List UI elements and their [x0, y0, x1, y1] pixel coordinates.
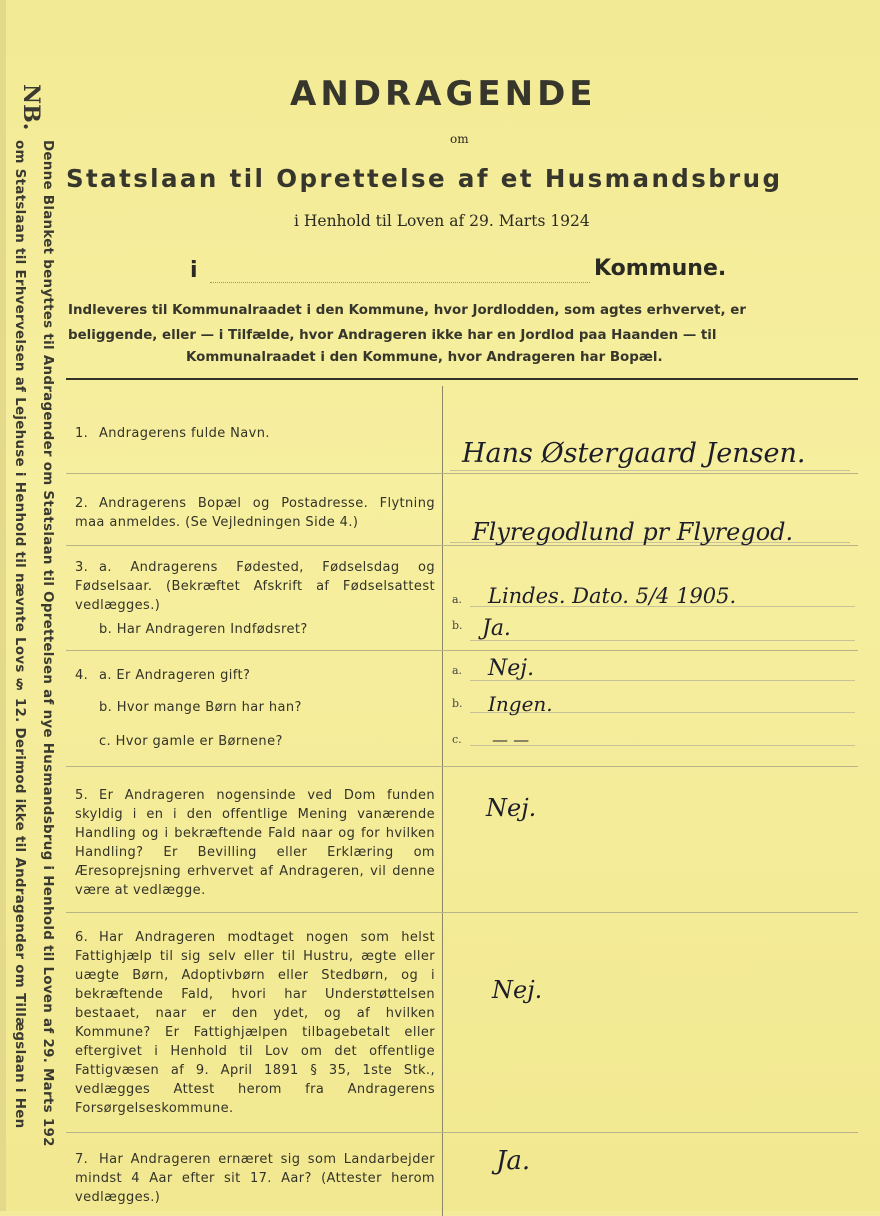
- answer-label-c: c.: [452, 733, 462, 746]
- row-separator: [66, 473, 858, 474]
- answer-line: [470, 640, 855, 641]
- question-text: c. Hvor gamle er Børnene?: [99, 734, 283, 749]
- question-4c: [99, 732, 435, 751]
- instructions-line-3: Kommunalraadet i den Kommune, hvor Andrageren har Bopæl.: [186, 350, 663, 365]
- question-number: 5.: [75, 788, 89, 803]
- answer-label-b: b.: [452, 619, 463, 632]
- side-note-line-2: om Statslaan til Erhvervelsen af Lejehuse i Henhold til nævnte Lovs § 12. Derimod ikke til Andragender om Tillægslaan i Hen: [12, 140, 27, 1129]
- municipality-label: Kommune.: [594, 256, 727, 281]
- municipality-prefix: i: [190, 258, 198, 283]
- question-number: 7.: [75, 1152, 89, 1167]
- answer-children-count[interactable]: Ingen.: [488, 692, 553, 716]
- question-text: a. Andragerens Fødested, Fødselsdag og Fødselsaar. (Bekræftet Afskrift af Fødselsattest vedlægges.): [75, 560, 435, 613]
- answer-poor-relief[interactable]: Nej.: [492, 976, 543, 1004]
- header-divider: [66, 378, 858, 380]
- question-6: [75, 928, 435, 1118]
- question-text: b. Hvor mange Børn har han?: [99, 700, 302, 715]
- title-connector: om: [450, 132, 469, 146]
- question-7: [75, 1150, 435, 1207]
- instructions-line-2: beliggende, eller — i Tilfælde, hvor Andrageren ikke har en Jordlod paa Haanden — til: [68, 328, 717, 343]
- form-title: ANDRAGENDE: [290, 74, 597, 114]
- side-note-line-1: Denne Blanket benyttes til Andragender om Statslaan til Oprettelsen af nye Husmandsbrug i Henhold til Loven af 29. Marts 192: [40, 140, 55, 1147]
- answer-married[interactable]: Nej.: [488, 656, 535, 681]
- question-text: Har Andrageren modtaget nogen som helst Fattighjælp til sig selv eller til Hustru, ægte eller uægte Børn, Adoptivbørn eller Stedbørn, og i bekræftende Fald, hvori har Understøttelsen bestaaet, naar er den ydet, og af hvilken Kommune? Er Fattighjælpen tilbagebetalt eller eftergivet i Henhold til Lov om det offentlige Fattigvæsen af 9. April 1891 § 35, 1ste Stk., vedlægges Attest herom fra Andragerens Forsørgelseskommune.: [75, 930, 435, 1116]
- question-4a: [75, 666, 435, 685]
- answer-children-ages[interactable]: — —: [492, 730, 530, 749]
- question-number: 6.: [75, 930, 89, 945]
- question-text: a. Er Andrageren gift?: [99, 668, 251, 683]
- row-separator: [66, 766, 858, 767]
- question-text: Er Andrageren nogensinde ved Dom funden skyldig i en i den offentlige Mening vanærende Handling og i bekræftende Fald naar og for hvilken Handling? Er Bevilling eller Erklæring om Æresoprejsning erhvervet af Andrageren, vil denne være at vedlægge.: [75, 788, 435, 898]
- side-note-nb: NB.: [18, 84, 44, 131]
- question-5: [75, 786, 435, 900]
- law-reference: i Henhold til Loven af 29. Marts 1924: [294, 212, 590, 230]
- question-number: 3.: [75, 560, 89, 575]
- answer-label-a: a.: [452, 664, 463, 677]
- question-1: [75, 424, 435, 443]
- question-3a: [75, 558, 435, 615]
- row-separator: [66, 650, 858, 651]
- answer-line: [450, 470, 850, 471]
- question-text: Har Andrageren ernæret sig som Landarbejder mindst 4 Aar efter sit 17. Aar? (Attester herom vedlægges.): [75, 1152, 435, 1205]
- question-3b: [99, 620, 435, 639]
- answer-convicted[interactable]: Nej.: [486, 794, 537, 822]
- municipality-blank-line[interactable]: [210, 282, 590, 283]
- row-separator: [66, 912, 858, 913]
- instructions-line-1: Indleveres til Kommunalraadet i den Kommune, hvor Jordlodden, som agtes erhvervet, er: [68, 303, 746, 318]
- answer-birth[interactable]: Lindes. Dato. 5/4 1905.: [488, 584, 737, 608]
- paper-fold-edge: [0, 0, 6, 1211]
- answer-address[interactable]: Flyregodlund pr Flyregod.: [472, 518, 794, 546]
- answer-name[interactable]: Hans Østergaard Jensen.: [462, 438, 806, 469]
- question-number: 1.: [75, 426, 89, 441]
- question-number: 4.: [75, 668, 89, 683]
- answer-farm-work[interactable]: Ja.: [496, 1146, 531, 1176]
- form-subtitle: Statslaan til Oprettelse af et Husmandsbrug: [66, 164, 783, 193]
- answer-label-a: a.: [452, 593, 463, 606]
- question-number: 2.: [75, 496, 89, 511]
- column-divider: [442, 386, 443, 1216]
- question-2: [75, 494, 435, 532]
- question-text: b. Har Andrageren Indfødsret?: [99, 622, 308, 637]
- row-separator: [66, 1132, 858, 1133]
- question-text: Andragerens fulde Navn.: [99, 426, 270, 441]
- question-4b: [99, 698, 435, 717]
- answer-label-b: b.: [452, 697, 463, 710]
- question-text: Andragerens Bopæl og Postadresse. Flytning maa anmeldes. (Se Vejledningen Side 4.): [75, 496, 435, 530]
- answer-citizenship[interactable]: Ja.: [482, 616, 511, 641]
